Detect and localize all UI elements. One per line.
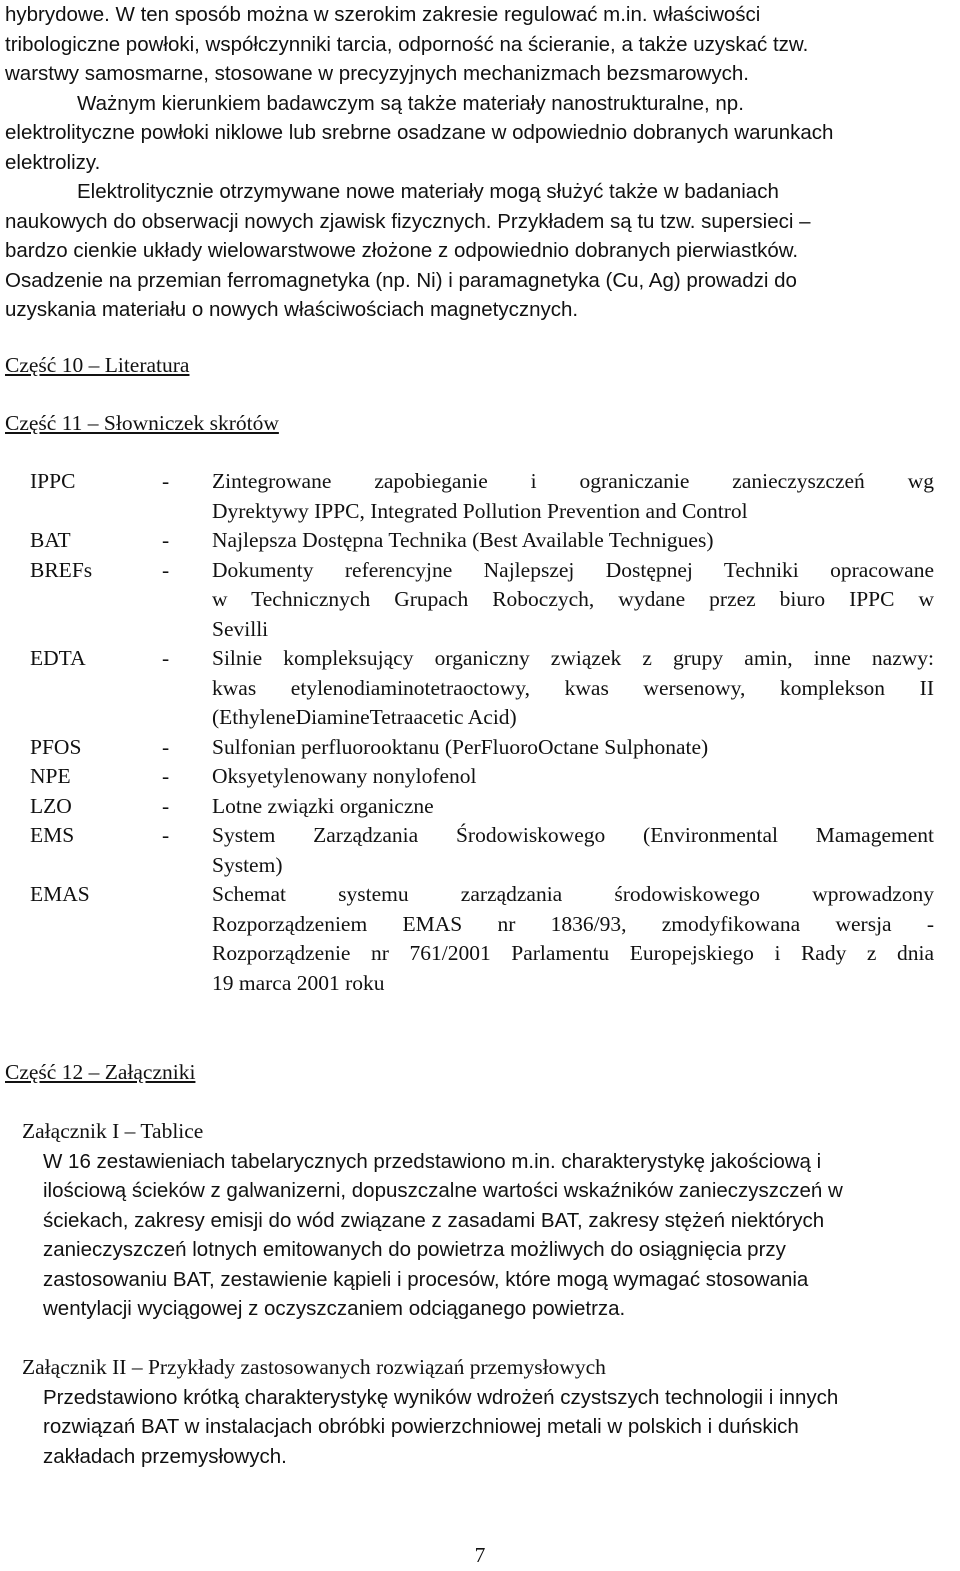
glossary-definition [212,792,934,822]
glossary-abbr: BREFs [30,557,93,582]
text-line: Ważnym kierunkiem badawczym są także materiały nanostrukturalne, np. [77,91,744,115]
glossary-entry [30,556,940,645]
definition-line: 19 marca 2001 roku [212,970,385,995]
glossary-definition [212,821,934,880]
attachment-title: Załącznik II – Przykłady zastosowanych rozwiązań przemysłowych [22,1355,606,1379]
glossary-entry [30,821,940,880]
text-line: elektrolizy. [5,150,101,174]
glossary-list [30,467,940,998]
glossary-entry [30,644,940,733]
glossary-abbr: IPPC [30,469,76,493]
definition-line: Sevilli [212,616,269,641]
text-line: rozwiązań BAT w instalacjach obróbki powierzchniowej metali w polskich i duńskich [43,1415,799,1438]
glossary-entry [30,467,940,526]
heading-part-12: Część 12 – Załączniki [5,1060,196,1084]
text-line: tribologiczne powłoki, współczynniki tarcia, odporność na ścieranie, a także uzyskać tzw. [5,32,809,56]
glossary-dash: - [162,764,170,788]
definition-line: kwas etylenodiaminotetraoctowy, kwas wersenowy, komplekson II [212,675,934,700]
glossary-definition [212,526,934,556]
text-line: bardzo cienkie układy wielowarstwowe złożone z odpowiednio dobranych pierwiastków. [5,239,799,262]
glossary-abbr: NPE [30,764,71,788]
glossary-abbr: EMAS [30,882,90,906]
text-line: warstwy samosmarne, stosowane w precyzyjnych mechanizmach bezsmarowych. [5,62,749,85]
definition-line: Oksyetylenowany nonylofenol [212,764,477,788]
definition-line: w Technicznych Grupach Roboczych, wydane przez biuro IPPC w [212,587,934,611]
attachment-1 [22,1117,957,1324]
definition-line: Sulfonian perfluorooktanu (PerFluoroOctane Sulphonate) [212,734,709,759]
glossary-dash: - [162,469,170,493]
definition-line: Dyrektywy IPPC, Integrated Pollution Prevention and Control [212,498,748,523]
definition-line: Silnie kompleksujący organiczny związek z grupy amin, inne nazwy: [212,646,934,670]
attachment-2 [22,1353,957,1471]
glossary-dash: - [162,646,170,670]
glossary-dash: - [162,557,170,582]
glossary-dash: - [162,734,170,759]
glossary-abbr: EMS [30,823,75,847]
glossary-definition [212,467,934,526]
definition-line: System Zarządzania Środowiskowego (Environmental Mamagement [212,823,934,847]
text-line: uzyskania materiału o nowych właściwościach magnetycznych. [5,298,579,321]
glossary-abbr: LZO [30,793,72,818]
text-line: wentylacji wyciągowej z oczyszczaniem odciąganego powietrza. [43,1297,626,1320]
glossary-entry [30,762,940,792]
attachment-title: Załącznik I – Tablice [22,1119,204,1143]
glossary-definition [212,556,934,645]
attachment-body [22,1383,957,1472]
glossary-abbr: PFOS [30,734,82,759]
glossary-entry [30,733,940,763]
definition-line: Lotne związki organiczne [212,793,434,818]
glossary-entry [30,880,940,998]
text-line: zanieczyszczeń lotnych emitowanych do powietrza możliwych do osiągnięcia przy [43,1238,786,1261]
definition-line: (EthyleneDiamineTetraacetic Acid) [212,705,517,729]
text-line: ściekach, zakresy emisji do wód związane z zasadami BAT, zakresy stężeń niektórych [43,1208,825,1232]
glossary-entry [30,526,940,556]
attachment-body [22,1147,957,1324]
glossary-definition [212,644,934,733]
text-line: Elektrolitycznie otrzymywane nowe materiały mogą służyć także w badaniach [77,180,779,203]
glossary-dash [162,880,212,998]
text-line: naukowych do obserwacji nowych zjawisk fizycznych. Przykładem są tu tzw. supersieci – [5,209,811,233]
glossary-dash: - [162,823,170,847]
text-line: Przedstawiono krótką charakterystykę wyników wdrożeń czystszych technologii i innych [43,1385,839,1409]
text-line: Osadzenie na przemian ferromagnetyka (np. Ni) i paramagnetyka (Cu, Ag) prowadzi do [5,268,797,292]
definition-line: Najlepsza Dostępna Technika (Best Available Technigues) [212,528,714,552]
text-line: elektrolityczne powłoki niklowe lub srebrne osadzane w odpowiednio dobranych warunkach [5,121,834,144]
definition-line: System) [212,852,283,877]
page-number: 7 [474,1543,486,1567]
definition-line: Rozporządzenie nr 761/2001 Parlamentu Europejskiego i Rady z dnia [212,941,934,965]
glossary-definition [212,733,934,763]
glossary-dash: - [162,793,170,818]
text-line: zastosowaniu BAT, zestawienie kąpieli i procesów, które mogą wymagać stosowania [43,1267,809,1291]
text-line: W 16 zestawieniach tabelarycznych przedstawiono m.in. charakterystykę jakościową i [43,1149,822,1173]
definition-line: Rozporządzeniem EMAS nr 1836/93, zmodyfikowana wersja - [212,911,934,936]
glossary-definition [212,880,934,998]
glossary-abbr: EDTA [30,646,86,670]
text-line: zakładach przemysłowych. [43,1444,287,1468]
glossary-dash: - [162,528,170,552]
text-line: hybrydowe. W ten sposób można w szerokim zakresie regulować m.in. właściwości [5,3,761,26]
definition-line: Dokumenty referencyjne Najlepszej Dostępnej Techniki opracowane [212,557,934,582]
text-line: ilościową ścieków z galwanizerni, dopuszczalne wartości wskaźników zanieczyszczeń w [43,1179,843,1202]
heading-part-10: Część 10 – Literatura [5,353,190,377]
glossary-entry [30,792,940,822]
glossary-abbr: BAT [30,528,71,552]
intro-paragraph [5,0,955,325]
definition-line: Schemat systemu zarządzania środowiskowego wprowadzony [212,882,934,906]
glossary-definition [212,762,934,792]
definition-line: Zintegrowane zapobieganie i ograniczanie zanieczyszczeń wg [212,469,934,493]
heading-part-11: Część 11 – Słowniczek skrótów [5,411,279,435]
